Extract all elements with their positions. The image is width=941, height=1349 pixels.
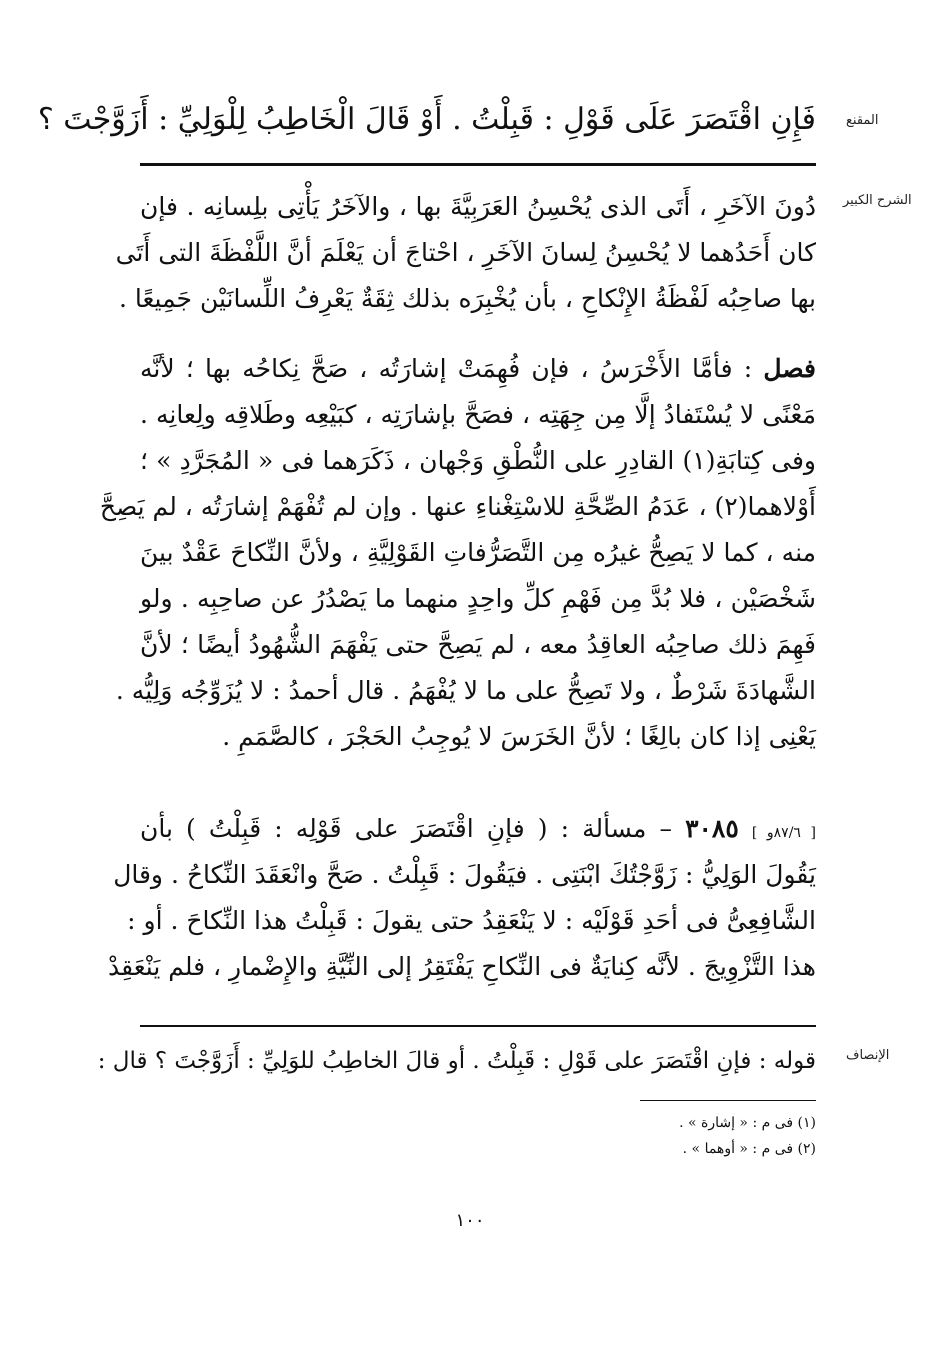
footnote: (٢) فى م : « أوهما » . — [682, 1141, 816, 1157]
fasl-section — [99, 346, 816, 760]
text-line: الشَّهادَةَ شَرْطٌ ، ولا تَصِحُّ على ما لا يُفْهَمُ . قال أحمدُ : لا يُزَوِّجُه وَلِيُّه . — [115, 676, 816, 705]
text-line: كان أَحَدُهما لا يُحْسِنُ لِسانَ الآخَرِ ، احْتاجَ أن يَعْلَمَ أنَّ اللَّفْظَةَ التى أَتَى — [115, 238, 816, 267]
text-line: بها صاحِبُه لَفْظَةُ الإِنْكاحِ ، بأن يُخْبِرَه بذلك ثِقَةٌ يَعْرِفُ اللِّسانَيْن جَمِيعًا . — [118, 284, 816, 313]
text-line: هذا التَّزْوِيجَ . لأنَّه كِنايَةٌ فى النِّكاحِ يَفْتَقِرُ إلى النِّيَّةِ والإِضْمارِ ، فلم يَنْعَقِدْ — [107, 952, 816, 981]
muqni-text: فَإِنِ اقْتَصَرَ عَلَى قَوْلِ : قَبِلْتُ . أَوْ قَالَ الْخَاطِبُ لِلْوَلِيِّ : أَزَوَّجْتَ ؟ — [37, 102, 816, 137]
text-line: منه ، كما لا يَصِحُّ غيرُه مِن التَّصَرُّفاتِ القَوْلِيَّةِ ، ولأنَّ النِّكاحَ عَقْدٌ بينَ — [140, 538, 816, 567]
text-line: الشَّافِعِىُّ فى أحَدِ قَوْلَيْه : لا يَنْعَقِدُ حتى يقولَ : قَبِلْتُ هذا النِّكاحَ . أو : — [127, 906, 816, 935]
text-line: دُونَ الآخَرِ ، أَتَى الذى يُحْسِنُ العَرَبِيَّةَ بها ، والآخَرُ يَأْتِى بلِسانِه . فإن — [140, 192, 816, 221]
masala-first-line — [140, 806, 816, 852]
masala-heading-text: – مسألة : ( فإنِ اقْتَصَرَ على قَوْلِه : قَبِلْتُ ) بأن — [140, 814, 672, 843]
fasl-heading: فصل — [763, 354, 816, 383]
text-line: يَقُولَ الوَلِيُّ : زَوَّجْتُكَ ابْنَتِى . فيَقُولَ : قَبِلْتُ . صَحَّ وانْعَقَدَ النِّكاحُ . وقال — [113, 860, 816, 889]
text-line: أَوْلاهما(٢) ، عَدَمُ الصِّحَّةِ للاسْتِغْناءِ عنها . وإن لم تُفْهَمْ إشارَتُه ، لم يَصِحَّ — [99, 492, 816, 521]
header-rule — [140, 163, 816, 166]
masala-section — [107, 806, 816, 990]
folio-ref: [ ٨٧/٦و ] — [751, 825, 816, 841]
page-number: ١٠٠ — [455, 1210, 485, 1231]
insaf-text: قوله : فإنِ اقْتَصَرَ على قَوْلِ : قَبِلْتُ . أو قالَ الخاطِبُ للوَلِيِّ : أَزَوَّجْتَ ؟ قال : — [97, 1048, 816, 1074]
footnotes — [480, 1110, 816, 1162]
label-muqni: المقنع — [846, 113, 879, 128]
footnote-rule — [640, 1100, 816, 1101]
insaf-rule — [140, 1025, 816, 1027]
footnote: (١) فى م : « إشارة » . — [679, 1115, 816, 1131]
text-line: يَعْنِى إذا كان بالِغًا ؛ لأنَّ الخَرَسَ لا يُوجِبُ الحَجْرَ ، كالصَّمَمِ . — [222, 722, 816, 751]
text-line: شَخْصَيْن ، فلا بُدَّ مِن فَهْمِ كلِّ واحِدٍ منهما ما يَصْدُرُ عن صاحِبِه . ولو — [140, 584, 816, 613]
text-line: فَهِمَ ذلك صاحِبُه العاقِدُ معه ، لم يَصِحَّ حتى يَفْهَمَ الشُّهُودُ أيضًا ؛ لأنَّ — [140, 630, 816, 659]
text-line: وفى كِتابَةِ(١) القادِرِ على النُّطْقِ وَجْهان ، ذَكَرَهما فى « المُجَرَّدِ » ؛ — [140, 446, 816, 475]
sharh-intro — [115, 184, 816, 322]
label-insaf: الإنصاف — [846, 1048, 890, 1063]
text-line: مَعْنًى لا يُسْتَفادُ إلَّا مِن جِهَتِه ، فصَحَّ بإشارَتِه ، كبَيْعِه وطَلاقِه ولِعانِه . — [140, 400, 816, 429]
masala-number: ٣٠٨٥ — [685, 814, 739, 843]
fasl-line-text: : فأمَّا الأَخْرَسُ ، فإن فُهِمَتْ إشارَتُه ، صَحَّ نِكاحُه بها ؛ لأنَّه — [140, 354, 753, 383]
label-sharh-kabir: الشرح الكبير — [843, 193, 912, 208]
fasl-first-line — [140, 346, 816, 392]
